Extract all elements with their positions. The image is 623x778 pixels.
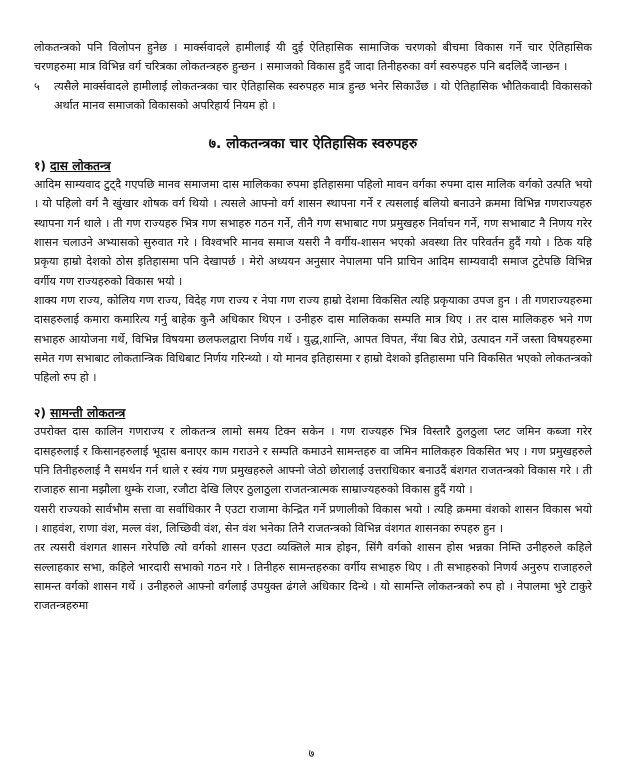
section-heading-1	[34, 157, 592, 175]
list-item-number: ५	[34, 79, 40, 93]
list-item-text: त्यसैले मार्क्सवादले हामीलाई लोकतन्त्रका चार ऐतिहासिक स्वरुपहरु मात्र हुन्छ भनेर सिकाउँछ । यो ऐतिहासिक भौतिकवादी विकासको अर्थात मानव समाजको विकासको अपरिहार्य नियम हो ।	[54, 79, 592, 112]
document-page	[34, 38, 592, 615]
section-title: दास लोकतन्त्र	[50, 159, 111, 174]
section2-paragraph-2: यसरी राज्यको सार्वभौम सत्ता वा सर्वाधिकार नै एउटा राजामा केन्द्रित गर्ने प्रणालीको विकास भयो । त्यहि क्रममा वंशको शासन विकास भयो । शाहवंश, राणा वंश, मल्ल वंश, लिच्छिवी वंश, सेन वंश भनेका तिनै राजतन्त्रको विभिन्न वंशगत शासनका रुपहरु हुन ।	[34, 502, 592, 535]
section-title: सामन्ती लोकतन्त्र	[50, 406, 126, 421]
chapter-title: ७. लोकतन्त्रका चार ऐतिहासिक स्वरुपहरु	[208, 136, 418, 153]
section1-paragraph-1: आदिम साम्यवाद टुट्दै गएपछि मानव समाजमा दास मालिकका रुपमा इतिहासमा पहिलो मावन वर्गका रुपमा दास मालिक वर्गको उत्पति भयो । यो पहिलो वर्ग नै खुंखार शोषक वर्ग थियो । त्यसले आफ्नो वर्ग शासन स्थापना गर्ने र त्यसलाई बलियो बनाउने क्रममा विभिन्न गणराज्यहरु स्थापना गर्न थाले । ती गण राज्यहरु भित्र गण सभाहरु गठन गर्ने, तीनै गण सभाबाट गण प्रमुखहरु निर्वाचन गर्ने, गण सभाबाट नै निणय गरेर शासन चलाउने अभ्यासको सुरुवात गरे । विश्वभरि मानव समाज यसरी नै वर्गीय-शासन भएको अवस्था तिर परिवर्तन हुदैं गयो । ठिक यहि प्रकृया हाम्रो देशको ठोस इतिहासमा पनि देखापर्छ । मेरो अध्ययन अनुसार नेपालमा पनि प्राचिन आदिम साम्यवादी समाज टुटेपछि विभिन्न वर्गीय गण राज्यहरुको विकास भयो ।	[34, 178, 592, 288]
section-number: २)	[34, 406, 46, 421]
section2-paragraph-1: उपरोक्त दास कालिन गणराज्य र लोकतन्त्र लामो समय टिक्न सकेन । गण राज्यहरु भित्र विस्तारै ठुलठुला प्लट जमिन कब्जा गरेर दासहरुलाई र किसानहरुलाई भूदास बनाएर काम गराउने र सम्पति कमाउने सामन्तहरु वा जमिन मालिकहरु विकसित भए । गण प्रमुखहरुले पनि तिनीहरुलाई नै समर्थन गर्न थाले र स्वंय गण प्रमुखहरुले आफ्नो जेठो छोरालाई उत्तराधिकार बनाउदैं बंशगत राजतन्त्रको विकास गरे । ती राजाहरु साना मझौला थुम्के राजा, रजौटा देखि लिएर ठुलाठुला राजतन्त्रात्मक साम्राज्यहरुको विकास हुदैं गयो ।	[34, 425, 592, 497]
section-spacer	[34, 387, 592, 404]
section-heading-2	[34, 404, 592, 422]
list-item-5	[34, 77, 592, 116]
section2-paragraph-3: तर त्यसरी वंशगत शासन गरेपछि त्यो वर्गको शासन एउटा व्यक्तिले मात्र होइन, सिंगै वर्गको शासन होस भन्नका निम्ति उनीहरुले कहिले सल्लाहकार सभा, कहिले भारदारी सभाको गठन गरे । तिनीहरु सामन्तहरुका वर्गीय सभाहरु थिए । ती सभाहरुको निणर्य अनुरुप राजाहरुले सामन्त वर्गको शासन गर्थे । उनीहरुले आफ्नो वर्गलाई उपयुक्त ढंगले अधिकार दिन्थे । यो सामन्ति लोकतन्त्रको रुप हो । नेपालमा भुरे टाकुरे राजतन्त्रहरुमा	[34, 541, 592, 613]
intro-paragraph: लोकतन्त्रको पनि विलोपन हुनेछ । मार्क्सवादले हामीलाई यी दुई ऐतिहासिक सामाजिक चरणको बीचमा विकास गर्ने चार ऐतिहासिक चरणहरुमा मात्र विभिन्न वर्ग चरित्रका लोकतन्त्रहरु हुन्छन । समाजको विकास हुदैं जादा तिनीहरुका वर्ग स्वरुपहरु पनि बदलिदैं जान्छन ।	[34, 41, 592, 74]
section1-paragraph-2: शाक्य गण राज्य, कोलिय गण राज्य, विदेह गण राज्य र नेपा गण राज्य हाम्रो देशमा विकसित त्यहि प्रकृयाका उपज हुन । ती गणराज्यहरुमा दासहरुलाई कमारा कमारित्य गर्नु बाहेक कुनै अधिकार थिएन । उनीहरु दास मालिकका सम्पति मात्र थिए । तर दास मालिकहरु भने गण सभाहरु आयोजना गर्थे, विभिन्न विषयमा छलफलद्वारा निर्णय गर्थे । युद्ध,शान्ति, आपत विपत, नँया बिउ रोप्ने, उत्पादन गर्ने जस्ता विषयहरुमा समेत गण सभाबाट लोकतान्त्रिक विधिबाट निर्णय गरिन्थ्यो । यो मानव इतिहासमा र हाम्रो देशको इतिहासमा पनि विकसित भएको लोकतन्त्रको पहिलो रुप हो ।	[34, 293, 592, 385]
page-number: ७	[308, 747, 315, 760]
section-number: १)	[34, 159, 46, 174]
